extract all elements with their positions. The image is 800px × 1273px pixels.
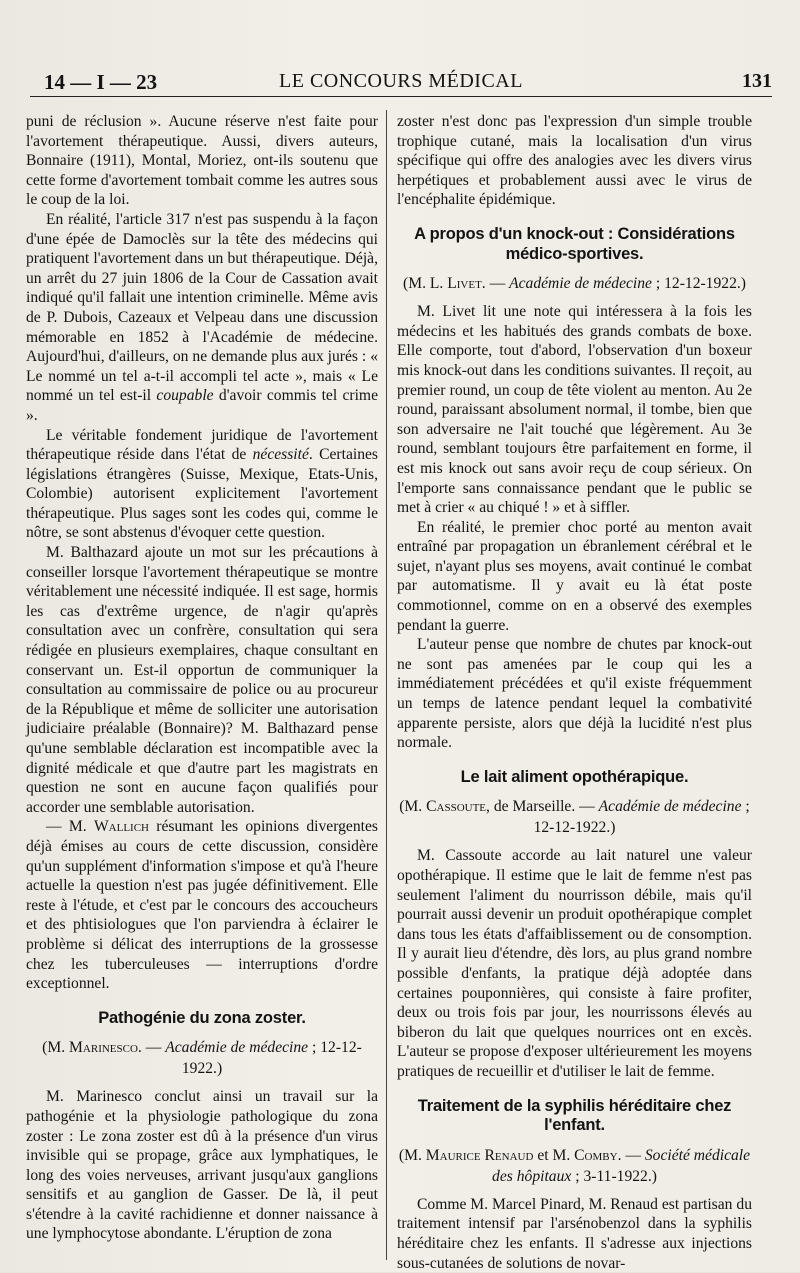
reference-text: (M. L. (403, 275, 444, 293)
paragraph: zoster n'est donc pas l'expression d'un simple trouble trophique cutané, mais la localisation d'un virus spécifique qui offre des analogies avec les divers virus herpétiques et probablement aussi avec le virus de l'encéphalite épidémique. (397, 113, 752, 209)
section-heading: Le lait aliment opothérapique. (460, 767, 689, 786)
paragraph: M. Marinesco conclut ainsi un travail sur la pathogénie et la physiologie pathologique du zona zoster : Le zona zoster est dû à la présence d'un virus invisible qui se propage, grâce aux lymphatiques, le long des voies nerveuses, arrivant jusqu'aux ganglions sensitifs et au ganglion de Gasser. De là, il peut s'étendre à la cavité rachidienne et donner naissance à une lymphocytose abondante. L'éruption de zona (26, 1088, 378, 1243)
page-number: 131 (742, 70, 772, 92)
paragraph (26, 426, 378, 544)
issue-date: 14 — I — 23 (44, 70, 158, 94)
paragraph: Comme M. Marcel Pinard, M. Renaud est partisan du traitement intensif par l'arsénobenzol dans la syphilis héréditaire chez les enfants. Il s'adresse aux injections sous-cutanées de solutions de novar- (397, 1195, 752, 1272)
source-name: Académie de médecine (598, 798, 742, 816)
reference-text: (M. (399, 798, 423, 816)
paragraph-text: — M. (46, 818, 87, 836)
section-heading: Pathogénie du zona zoster. (98, 1008, 306, 1027)
author-name: Comby (574, 1146, 618, 1164)
reference-text: , de Marseille. — (486, 798, 595, 816)
paragraph-text: En réalité, l'article 317 n'est pas suspendu à la façon d'une épée de Damoclès sur la tête des médecins qui pratiquent l'avortement dans un but thérapeutique. Déjà, un arrêt du 27 juin 1806 de la Cour de Cassation avait indiqué qu'il fallait une intention criminelle. Même avis de P. Dubois, Cazeaux et Velpeau dans une discussion mémorable en 1852 à l'Académie de médecine. Aujourd'hui, d'ailleurs, on ne demande plus aux jurés : « Le nommé un tel a-t-il accompli tel acte », mais « Le nommé un tel est-il (26, 210, 378, 405)
reference-line (26, 1037, 378, 1079)
reference-text: . — (617, 1146, 641, 1164)
reference-line (397, 796, 752, 838)
page-header (30, 66, 772, 97)
left-column (26, 112, 378, 1244)
column-divider (386, 110, 387, 1260)
section-heading: A propos d'un knock-out : Considérations médico-sportives. (414, 224, 735, 263)
reference-text: . — (137, 1039, 162, 1057)
paragraph-text: d'avoir commis tel crime ». (26, 387, 378, 424)
reference-text: (M. (42, 1039, 66, 1057)
paragraph: M. Cassoute accorde au lait naturel une valeur opothérapique. Il estime que le lait de femme n'est pas seulement l'aliment du nourrisson débile, mais qu'il pourrait aussi devenir un produit opothérapique complet dans tous les états d'affaiblissement ou de consomption. Il y aurait lieu d'étendre, dès lors, au plus grand nombre possible d'enfants, la pratique déjà adoptée dans certaines pouponnières, qui consiste à faire profiter, deux ou trois fois par jour, les nourrissons élevés au biberon du lait que quelques nourrices ont en excès. L'auteur se propose d'exposer ultérieurement les moyens pratiques de recueillir et d'utiliser le lait de femme. (397, 847, 752, 1080)
author-name: Marinesco (69, 1039, 138, 1057)
author-name: Livet (447, 275, 482, 293)
reference-date: ; 12-12-1922.) (181, 1039, 362, 1078)
emphasis-text: coupable (156, 387, 214, 405)
author-name: Maurice Renaud (425, 1146, 534, 1164)
paragraph: L'auteur pense que nombre de chutes par knock-out ne sont pas amenées par le coup qui les a immédiatement précédées et qu'il existe fréquemment un temps de latence pendant lequel la combativité apparente persiste, alors que déjà la lucidité n'est plus normale. (397, 636, 752, 752)
reference-text: (M. (398, 1146, 422, 1164)
paragraph-text: . Certaines législations étrangères (Suisse, Mexique, Etats-Unis, Colombie) autorisent explicitement l'avortement thérapeutique. Plus sages sont les codes qui, comme le nôtre, se sont abstenus d'évoquer cette question. (26, 446, 379, 542)
reference-text: . — (481, 275, 506, 293)
paragraph-text: résumant les opinions divergentes déjà émises au cours de cette discussion, considère qu'un supplément d'information s'impose et qu'à l'heure actuelle la question n'est pas jugée définitivement. Elle reste à l'étude, et c'est par le concours des accoucheurs et des phtisiologues que l'on parviendra à éclairer le problème si délicat des interruptions de la grossesse chez les tuberculeuses — interruptions d'ordre exceptionnel. (26, 818, 378, 993)
reference-line (397, 273, 752, 294)
reference-line (397, 1145, 752, 1187)
paragraph (26, 210, 378, 426)
reference-date: ; 3-11-1922.) (575, 1167, 657, 1185)
source-name: Académie de médecine (509, 275, 652, 293)
source-name: Académie de médecine (165, 1039, 309, 1057)
paragraph: En réalité, le premier choc porté au menton avait entraîné par propagation un ébranlement cérébral et le sujet, n'ayant plus ses moyens, avait continué le combat par automatisme. Il y avait eu là état poste commotionnel, comme on en a observé des exemples pendant la guerre. (397, 518, 752, 634)
author-name: Cassoute (426, 798, 487, 816)
journal-title: LE CONCOURS MÉDICAL (279, 70, 523, 92)
paragraph-text: Le véritable fondement juridique de l'avortement thérapeutique réside dans l'état de (26, 426, 378, 464)
paragraph: puni de réclusion ». Aucune réserve n'est faite pour l'avortement thérapeutique. Aussi, divers auteurs, Bonnaire (1911), Montal, Moriez, ont-ils soutenu que cette forme d'avortement tombait comme les autres sous le coup de la loi. (26, 113, 378, 209)
emphasis-text: nécessité (252, 446, 309, 464)
reference-date: ; 12-12-1922.) (533, 798, 750, 837)
reference-text: et M. (537, 1146, 571, 1164)
source-name: Société médicale des hôpitaux (492, 1146, 751, 1185)
section-heading: Traitement de la syphilis héréditaire chez l'enfant. (417, 1096, 732, 1135)
paragraph: M. Balthazard ajoute un mot sur les précautions à conseiller lorsque l'avortement thérapeutique se montre véritablement une nécessité indiquée. Il est sage, hormis les cas d'extrême urgence, de n'agir qu'après consultation avec un confrère, consultation qui sera rédigée en plusieurs exemplaires, chaque consultant en conservant un. Est-il opportun de communiquer la consultation au commissaire de police ou au procureur de la République et même de solliciter une autorisation judiciaire préalable (Bonnaire)? M. Balthazard pense qu'une semblable déclaration est incompatible avec la dignité médicale et que d'autre part les magistrats en question ne sont en aucune façon qualifiés pour accorder une semblable autorisation. (26, 544, 378, 816)
author-name: Wallich (93, 818, 149, 836)
reference-date: ; 12-12-1922.) (655, 275, 746, 293)
paragraph: M. Livet lit une note qui intéressera à la fois les médecins et les habitués des grands combats de boxe. Elle comporte, tout d'abord, l'observation d'un boxeur mis knock-out dans les conditions suivantes. Il reçoit, au premier round, un coup de tête violent au menton. Au 2e round, paraissant absolument normal, il tombe, bien que son adversaire ne l'ait touché que légèrement. Au 3e round, semblant toujours être parfaitement en forme, il est mis knock out sans avoir reçu de coup sérieux. On l'emporte sans connaissance pendant que le public se met à crier « au chiqué ! » et à siffler. (397, 303, 752, 517)
paragraph (26, 817, 378, 993)
right-column (397, 112, 752, 1273)
